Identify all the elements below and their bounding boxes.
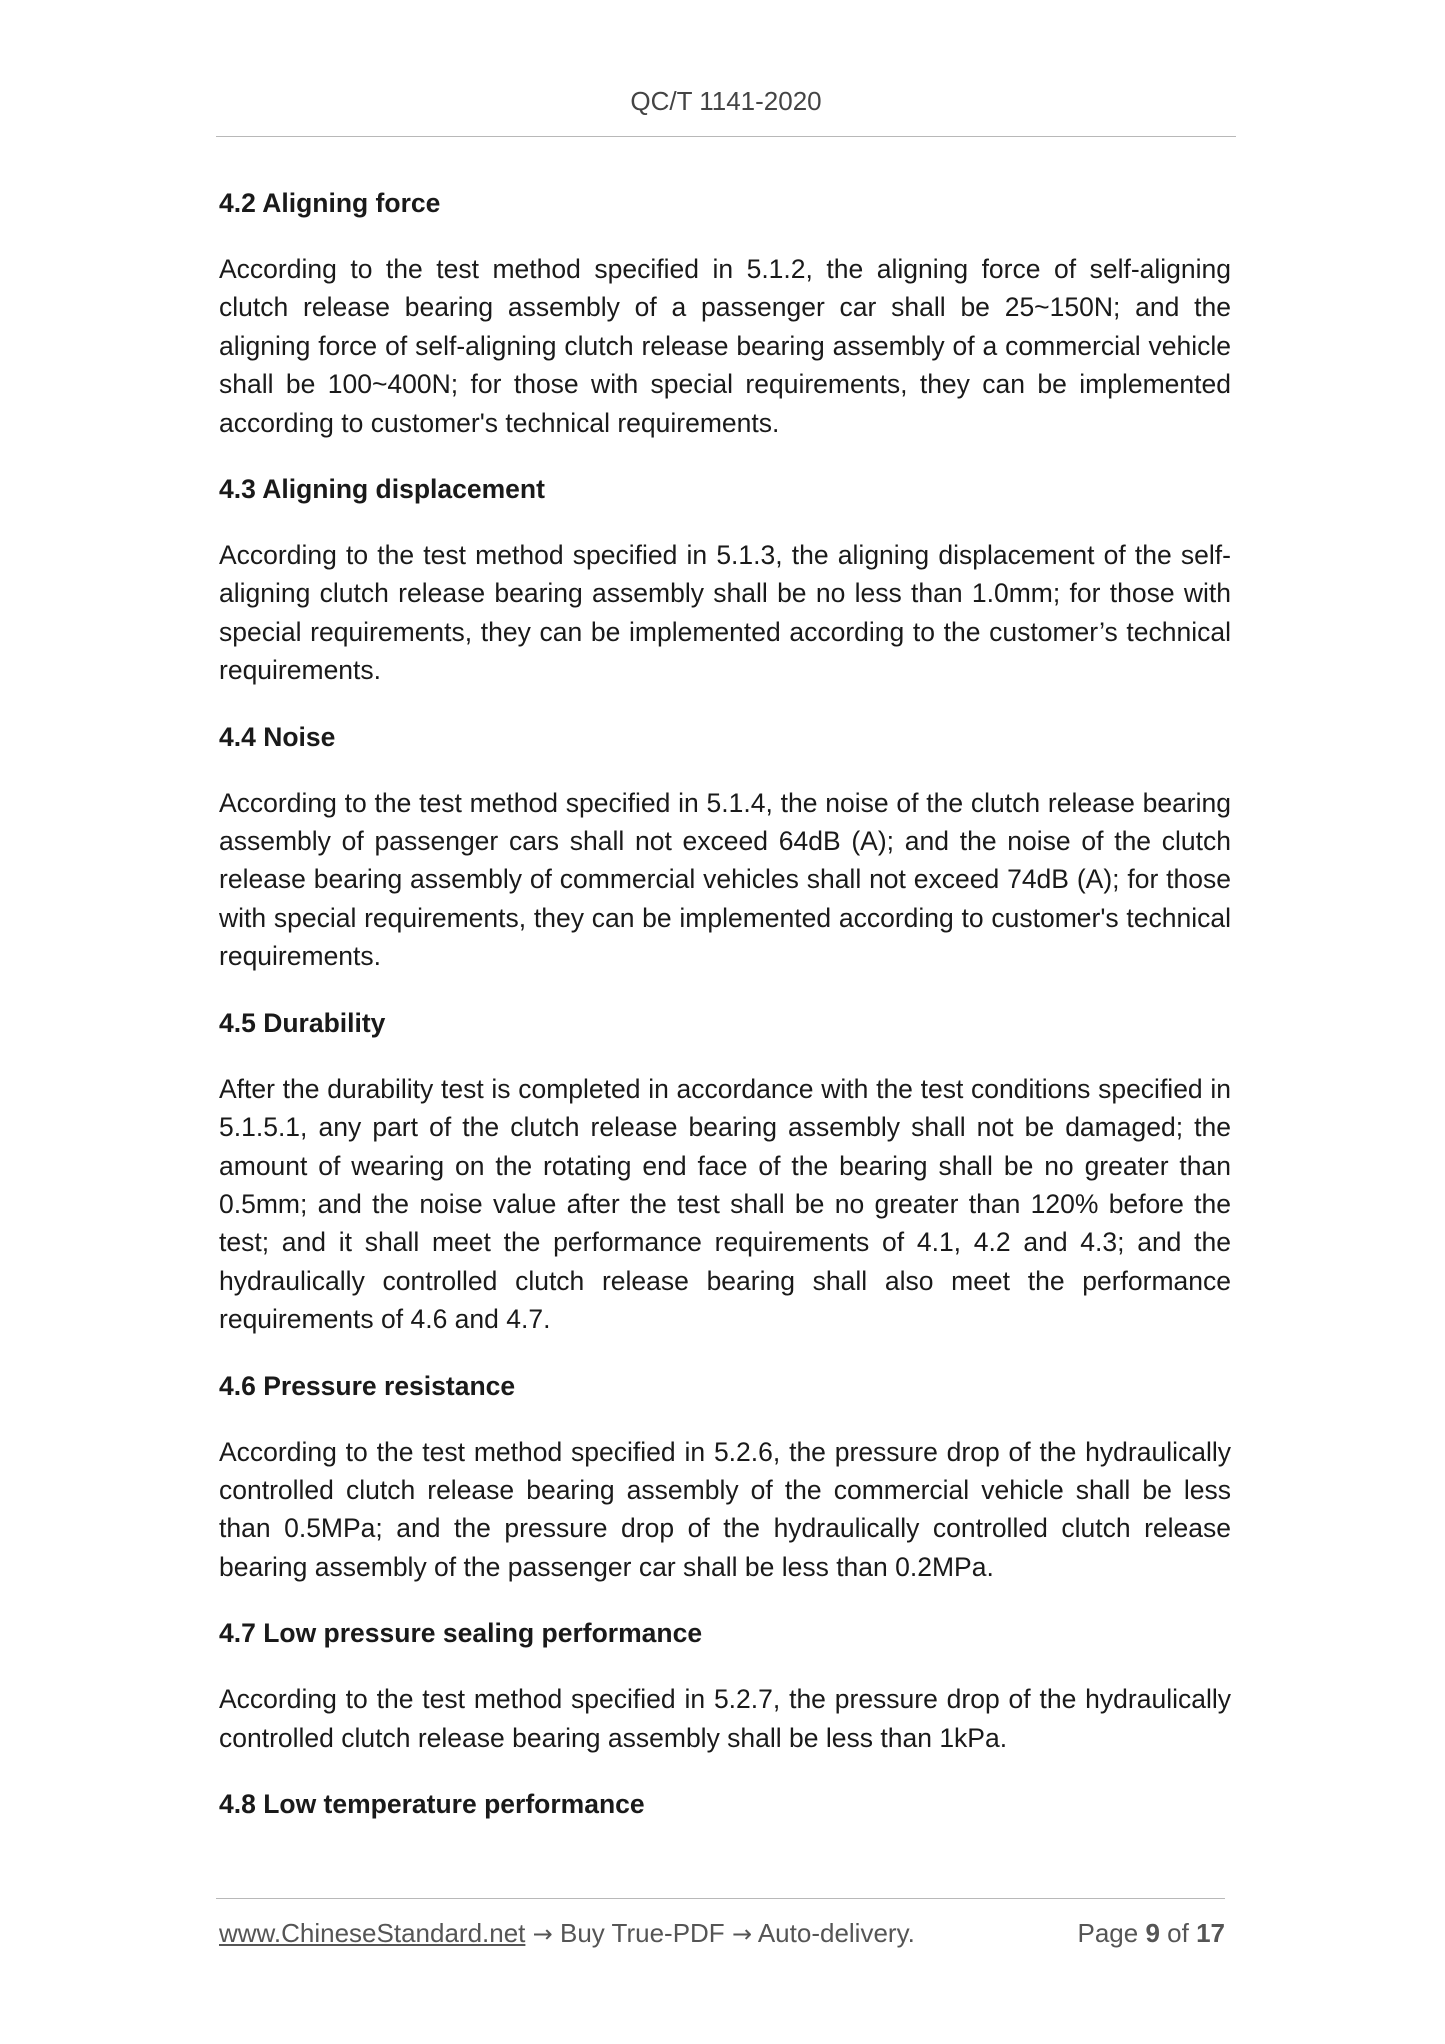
document-body: [219, 184, 1231, 1851]
footer-promo: [219, 1918, 915, 1949]
footer-divider: [216, 1898, 1225, 1899]
header-divider: [216, 136, 1236, 137]
buy-pdf-text: Buy True-PDF: [559, 1918, 725, 1948]
section-4-6: [219, 1367, 1231, 1587]
section-paragraph: After the durability test is completed in accordance with the test conditions specified in 5.1.5.1, any part of the clutch release bearing assembly shall not be damaged; the amount of wearing on the rotating end face of the bearing shall be no greater than 0.5mm; and the noise value after the test shall be no greater than 120% before the test; and it shall meet the performance requirements of 4.1, 4.2 and 4.3; and the hydraulically controlled clutch release bearing shall also meet the performance requirements of 4.6 and 4.7.: [219, 1073, 1231, 1335]
website-link[interactable]: www.ChineseStandard.net: [219, 1918, 526, 1948]
total-page-number: 17: [1196, 1918, 1225, 1948]
page-indicator: [1077, 1918, 1225, 1949]
section-4-2: [219, 184, 1231, 442]
section-heading: 4.8 Low temperature performance: [219, 1788, 645, 1819]
section-heading: 4.4 Noise: [219, 721, 336, 752]
page-label: Page: [1077, 1918, 1139, 1948]
section-heading: 4.3 Aligning displacement: [219, 474, 545, 505]
section-paragraph: According to the test method specified in 5.1.2, the aligning force of self-aligning clutch release bearing assembly of a passenger car shall be 25~150N; and the aligning force of self-aligning clutch release bearing assembly of a commercial vehicle shall be 100~400N; for those with special requirements, they can be implemented according to customer's technical requirements.: [219, 254, 1231, 438]
arrow-right-icon: →: [731, 1920, 753, 1948]
section-4-8: [219, 1785, 1231, 1823]
arrow-right-icon: →: [532, 1920, 553, 1948]
section-paragraph: According to the test method specified in 5.2.6, the pressure drop of the hydraulically controlled clutch release bearing assembly of the commercial vehicle shall be less than 0.5MPa; and the pressure drop of the hydraulically controlled clutch release bearing assembly of the passenger car shall be less than 0.2MPa.: [219, 1436, 1231, 1582]
section-heading: 4.7 Low pressure sealing performance: [219, 1618, 703, 1649]
section-paragraph: According to the test method specified in 5.2.7, the pressure drop of the hydraulically controlled clutch release bearing assembly shall be less than 1kPa.: [219, 1684, 1231, 1753]
section-heading: 4.2 Aligning force: [219, 188, 441, 218]
section-4-3: [219, 470, 1231, 690]
of-label: of: [1167, 1918, 1189, 1948]
section-4-7: [219, 1614, 1231, 1757]
section-heading: 4.6 Pressure resistance: [219, 1370, 516, 1401]
page-footer: [219, 1918, 1225, 1954]
auto-delivery-text: Auto-delivery.: [757, 1918, 915, 1948]
section-4-5: [219, 1004, 1231, 1339]
current-page-number: 9: [1145, 1918, 1160, 1948]
section-4-4: [219, 718, 1231, 976]
section-paragraph: According to the test method specified in 5.1.3, the aligning displacement of the self-aligning clutch release bearing assembly shall be no less than 1.0mm; for those with special requirements, they can be implemented according to the customer’s technical requirements.: [219, 540, 1231, 686]
document-code-header: QC/T 1141-2020: [630, 86, 822, 116]
section-heading: 4.5 Durability: [219, 1007, 386, 1038]
section-paragraph: According to the test method specified in 5.1.4, the noise of the clutch release bearing assembly of passenger cars shall not exceed 64dB (A); and the noise of the clutch release bearing assembly of commercial vehicles shall not exceed 74dB (A); for those with special requirements, they can be implemented according to customer's technical requirements.: [219, 787, 1231, 972]
